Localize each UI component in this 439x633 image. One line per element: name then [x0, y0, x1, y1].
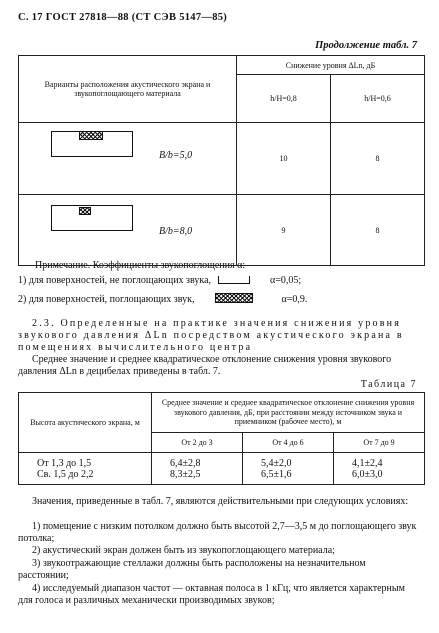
table6-row1-v2: 8: [330, 123, 424, 195]
note-item2-text: 2) для поверхностей, поглощающих звук,: [18, 294, 195, 305]
page-header: С. 17 ГОСТ 27818—88 (СТ СЭВ 5147—85): [18, 12, 228, 23]
non-absorbing-surface-symbol: [218, 276, 250, 284]
table7-row1-height: От 1,3 до 1,5: [37, 457, 92, 469]
absorber-hatch-1: [79, 131, 103, 140]
note-item2: [18, 293, 307, 305]
table7-sub2: От 4 до 6: [243, 433, 334, 453]
table7-title: Таблица 7: [360, 379, 417, 390]
table6-sub2: h/H=0,6: [330, 75, 424, 123]
table6-col1-header: Варианты расположения акустического экрана и звукопоглощающего материала: [19, 56, 237, 123]
table6-row2-diagram: [19, 195, 237, 266]
table7-row2-height: Св. 1,5 до 2,2: [37, 468, 94, 480]
table6-row2-v1: 9: [237, 195, 331, 266]
table6-row2-ratio: B/b=8,0: [159, 226, 193, 237]
condition-1: 1) помещение с низким потолком должно быть высотой 2,7—3,5 м до поглощающего звук потолка;: [18, 521, 417, 544]
absorber-hatch-2: [79, 207, 91, 215]
table6-group-header: Снижение уровня ΔLn, дБ: [237, 56, 425, 75]
table7-row1-c2: 5,4±2,0: [261, 457, 292, 469]
note-item1-value: α=0,05;: [270, 275, 302, 286]
table6-row2-v2: 8: [330, 195, 424, 266]
condition-4: 4) исследуемый диапазон частот — октавная полоса в 1 кГц, что является характерным для голоса и различных механически производимых звуков;: [18, 583, 405, 606]
room-diagram-2: [51, 205, 133, 231]
note-item1: [18, 275, 301, 286]
note-item1-text: 1) для поверхностей, не поглощающих звука,: [18, 275, 212, 286]
table7-group-header: Среднее значение и среднее квадратическое отклонение снижения уровня звукового давления, дБ, при расстоянии между источником звука и приемником (рабочее место), м: [152, 393, 425, 433]
table-continuation-label: Продолжение табл. 7: [315, 40, 417, 51]
section-heading: 2.3. Определенные на практике значения снижения уровня звукового давления ΔLn посредством акустического экрана в помещениях вычислительного центра: [18, 318, 404, 353]
condition-2: 2) акустический экран должен быть из звукопоглощающего материала;: [32, 545, 335, 556]
table7-row2-c2: 6,5±1,6: [261, 468, 292, 480]
table7-col2-values: [243, 453, 334, 485]
table6-row1-ratio: B/b=5,0: [159, 150, 193, 161]
table7-row1-c3: 4,1±2,4: [352, 457, 383, 469]
condition-3: 3) звукоотражающие стеллажи должны быть расположены на незначительном расстоянии;: [18, 558, 366, 581]
section-intro: Среднее значение и среднее квадратическое отклонение снижения уровня звукового давления ΔLn в децибелах приведены в табл. 7.: [18, 354, 392, 377]
table7-row2-c3: 6,0±3,0: [352, 468, 383, 480]
table7-col1-header: Высота акустического экрана, м: [19, 393, 152, 453]
table6-row1-diagram: [19, 123, 237, 195]
table7-sub3: От 7 до 9: [334, 433, 425, 453]
table7-heights: [19, 453, 152, 485]
table6-row1-v1: 10: [237, 123, 331, 195]
table7-sub1: От 2 до 3: [152, 433, 243, 453]
note-item2-value: α=0,9.: [281, 294, 308, 305]
table7-row1-c1: 6,4±2,8: [170, 457, 201, 469]
table-6: [18, 55, 425, 266]
table6-sub1: h/H=0,8: [237, 75, 331, 123]
table7-col3-values: [334, 453, 425, 485]
table7-row2-c1: 8,3±2,5: [170, 468, 201, 480]
table-7: [18, 392, 425, 485]
table7-col1-values: [152, 453, 243, 485]
note-title: Примечание. Коэффициенты звукопоглощения α:: [35, 260, 246, 271]
absorbing-surface-symbol: [215, 293, 253, 303]
conditions-intro: Значения, приведенные в табл. 7, являются действительными при следующих условиях:: [32, 496, 409, 507]
